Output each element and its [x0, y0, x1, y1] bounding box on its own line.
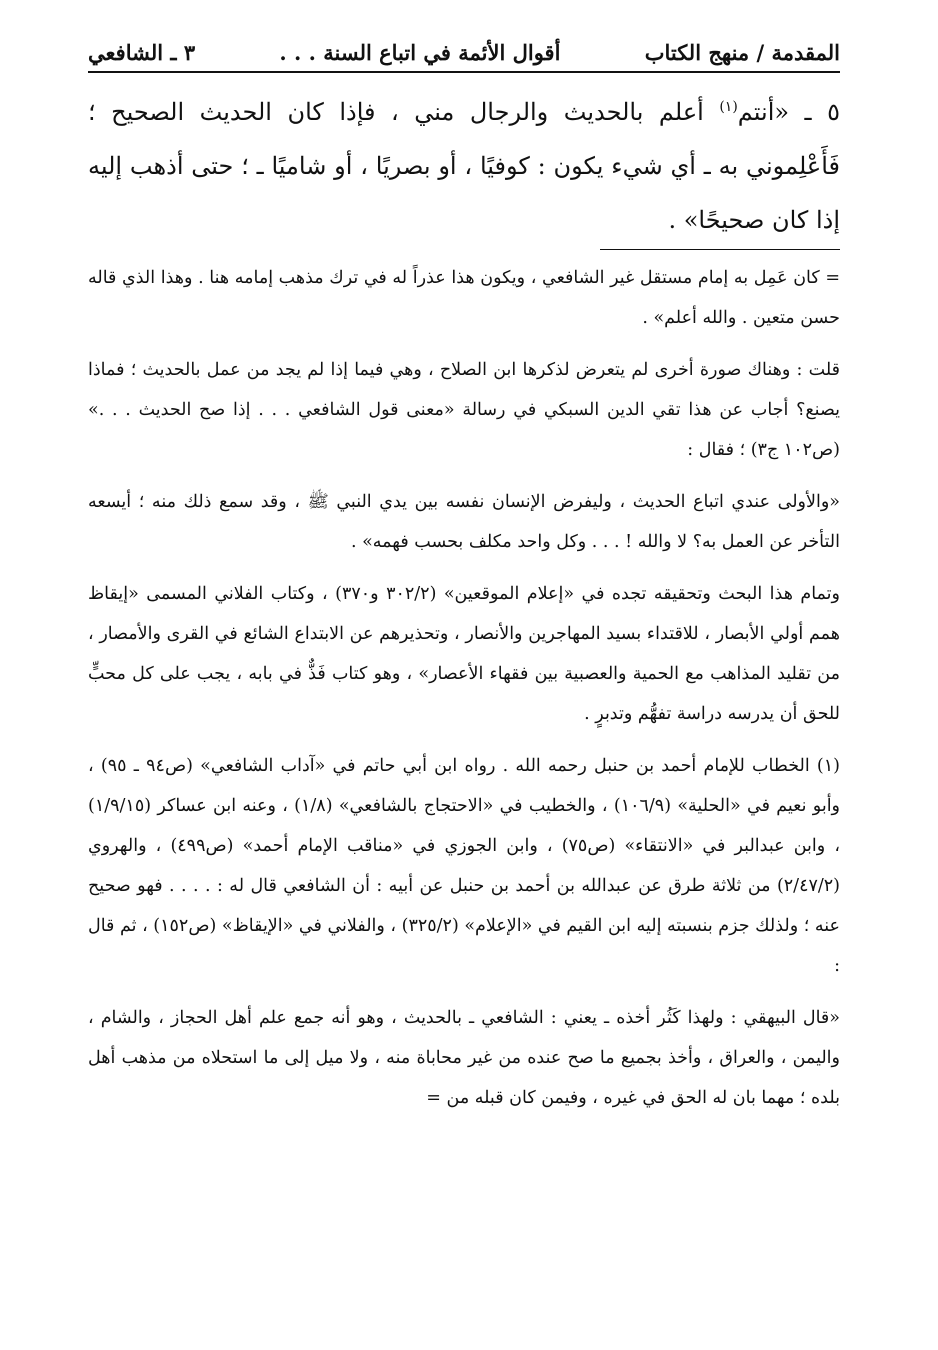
quote-start: ٥ ـ «أنتم: [737, 98, 840, 126]
note-tamam: وتمام هذا البحث وتحقيقه تجده في «إعلام الموقعين» (٣٠٢/٢ و٣٧٠) ، وكتاب الفلاني المسمى «إيقاظ همم أولي الأبصار ، للاقتداء بسيد المهاجرين والأنصار ، وتحذيرهم عن الابتداع الشائع في القرى والأمصار ، من تقليد المذاهب مع الحمية والعصبية بين فقهاء الأعصار» ، وهو كتاب فَذٌّ في بابه ، يجب على كل محبٍّ للحق أن يدرسه دراسة تفهُّم وتدبرٍ .: [88, 584, 840, 724]
header-imam: ٣ ـ الشافعي: [88, 40, 196, 65]
footnote-1-continued: «قال البيهقي : ولهذا كَثُر أخذه ـ يعني : الشافعي ـ بالحديث ، وهو أنه جمع علم أهل الحجاز ، والشام ، واليمن ، والعراق ، وأخذ بجميع ما صح عنده من غير محاباة منه ، ولا ميل إلى ما استحلاه من مذهب أهل بلده ؛ مهما بان له الحق في غيره ، وفيمن كان قبله من =: [88, 1008, 840, 1108]
book-page: [88, 40, 840, 1124]
note-continuation: = كان عَمِل به إمام مستقل غير الشافعي ، ويكون هذا عذراً له في ترك مذهب إمامه هنا . وهذا الذي قاله حسن متعين . والله أعلم» .: [88, 268, 840, 328]
note-subki-quote: «والأولى عندي اتباع الحديث ، وليفرض الإنسان نفسه بين يدي النبي ﷺ ، وقد سمع ذلك منه ؛ أيسعه التأخر عن العمل به؟ لا والله ! . . . وكل واحد مكلف بحسب فهمه» .: [88, 492, 840, 552]
quote-rest: أعلم بالحديث والرجال مني ، فإذا كان الحديث الصحيح ؛ فَأَعْلِموني به ـ أي شيء يكون : كوفيًا ، أو بصريًا ، أو شاميًا ـ ؛ حتى أذهب إليه إذا كان صحيحًا» .: [88, 98, 840, 234]
running-header: [88, 40, 840, 73]
main-text: [88, 85, 840, 247]
footnote-separator: [600, 249, 840, 250]
header-chapter: المقدمة / منهج الكتاب: [644, 40, 840, 65]
header-section: أقوال الأئمة في اتباع السنة . . .: [279, 40, 561, 65]
notes-area: [88, 258, 840, 1118]
note-paragraph-qult: قلت : وهناك صورة أخرى لم يتعرض لذكرها ابن الصلاح ، وهي فيما إذا لم يجد من عمل بالحديث ؛ فماذا يصنع؟ أجاب عن هذا تقي الدين السبكي في رسالة «معنى قول الشافعي . . . إذا صح الحديث . . .» (ص١٠٢ ج٣) ؛ فقال :: [88, 360, 840, 460]
footnote-reference[interactable]: (١): [719, 99, 738, 115]
footnote-1: (١) الخطاب للإمام أحمد بن حنبل رحمه الله . رواه ابن أبي حاتم في «آداب الشافعي» (ص٩٤ ـ ٩٥) ، وأبو نعيم في «الحلية» (١٠٦/٩) ، والخطيب في «الاحتجاج بالشافعي» (١/٨) ، وعنه ابن عساكر (١/٩/١٥) ، وابن عبدالبر في «الانتقاء» (ص٧٥) ، وابن الجوزي في «مناقب الإمام أحمد» (ص٤٩٩) ، والهروي (٢/٤٧/٢) من ثلاثة طرق عن عبدالله بن أحمد بن حنبل عن أبيه : أن الشافعي قال له : . . . . فهو صحيح عنه ؛ ولذلك جزم بنسبته إليه ابن القيم في «الإعلام» (٣٢٥/٢) ، والفلاني في «الإيقاظ» (ص١٥٢) ، ثم قال :: [88, 756, 841, 976]
quote-paragraph: [88, 85, 840, 247]
